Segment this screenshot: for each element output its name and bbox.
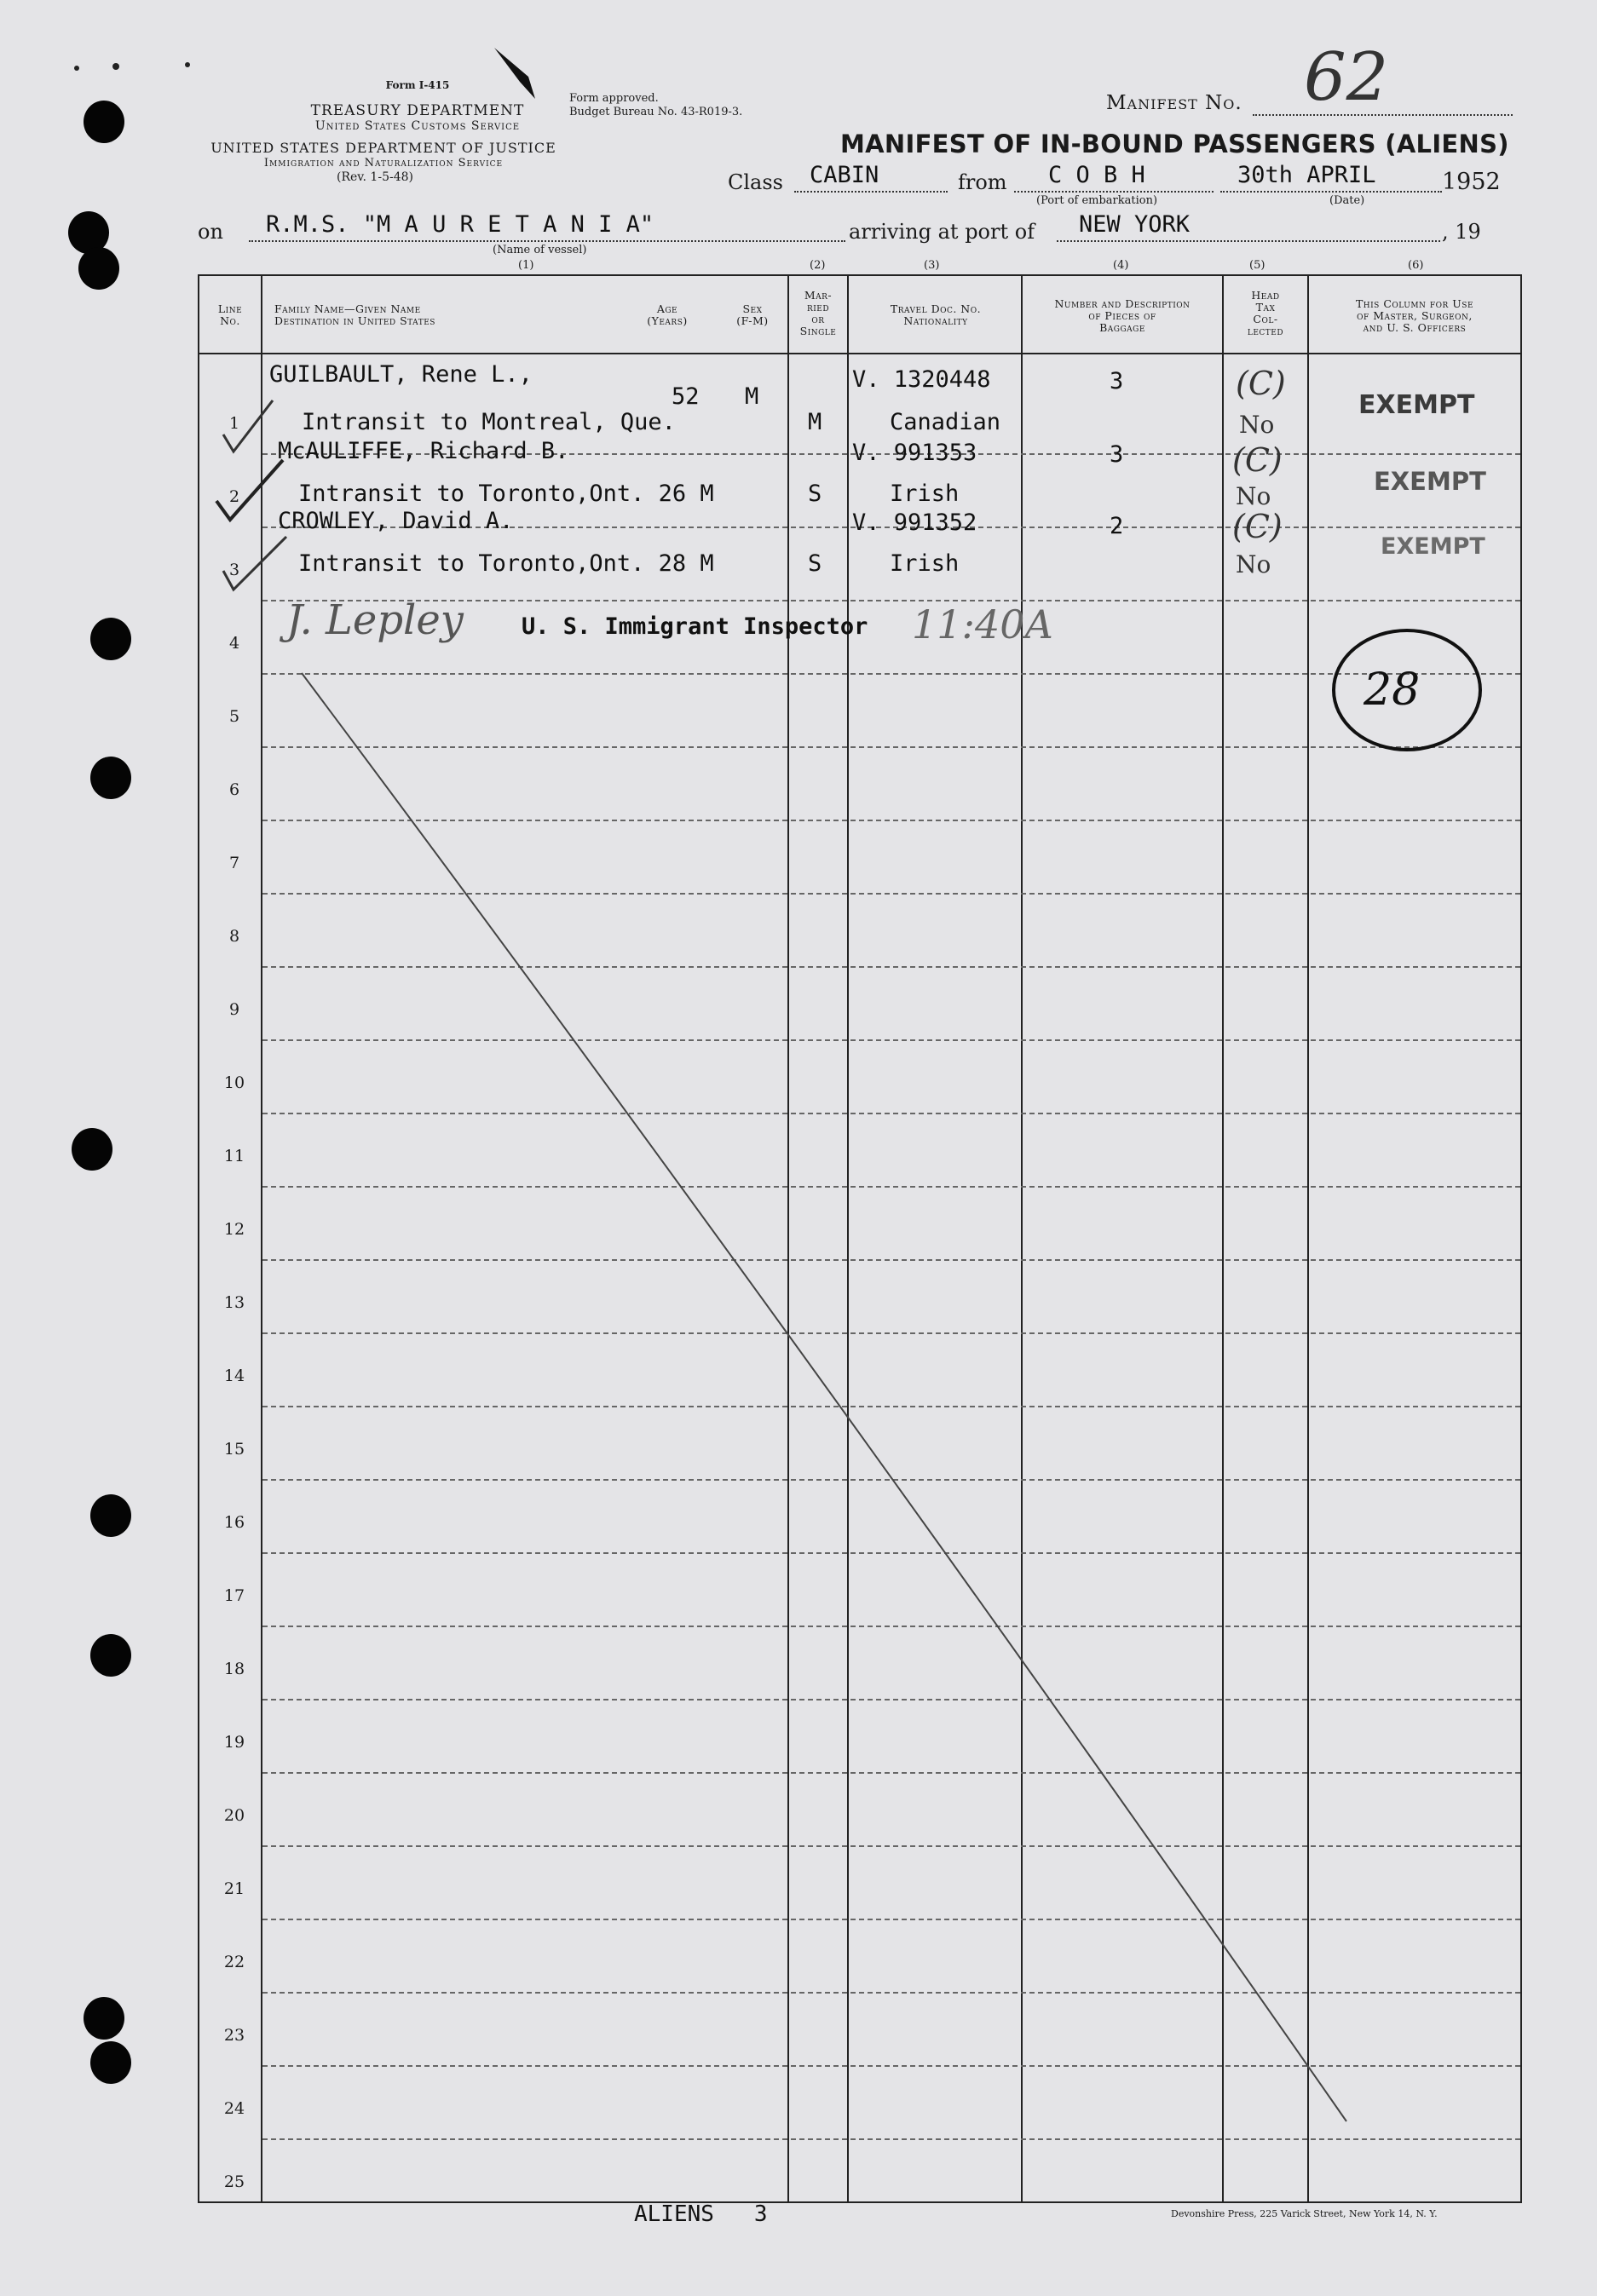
arriving-label: arriving at port of (849, 220, 1035, 244)
class-value: CABIN (810, 162, 879, 188)
binder-hole (78, 247, 119, 290)
entry-2-married: S (808, 480, 822, 507)
scan-marks (68, 48, 545, 116)
entry-2-headtax: No (1236, 482, 1271, 510)
binder-hole (90, 1494, 131, 1537)
entry-2-nationality: Irish (890, 480, 960, 507)
inspector-time: 11:40A (912, 601, 1053, 647)
entry-1-doc: V. 1320448 (852, 366, 991, 393)
date-underline (1220, 191, 1442, 193)
line-number: 5 (228, 707, 240, 726)
colnum-4: (4) (1113, 259, 1129, 272)
entry-2-headtax-mark: (C) (1232, 441, 1283, 479)
year-suffix: , 19 (1442, 220, 1481, 244)
header-age: Age (Years) (647, 302, 688, 327)
table-left-border (198, 274, 199, 2201)
line-number: 4 (228, 634, 240, 653)
table-header-rule (198, 353, 1522, 354)
entry-3-officer-stamp: EXEMPT (1381, 533, 1485, 560)
class-underline (794, 191, 948, 193)
line-number: 7 (228, 854, 240, 872)
line-number: 16 (223, 1513, 245, 1532)
entry-3-headtax: No (1236, 550, 1271, 578)
entry-2-baggage: 3 (1110, 441, 1124, 468)
entry-1-destination: Intransit to Montreal, Que. (302, 409, 676, 435)
line-number: 20 (223, 1806, 245, 1825)
binder-hole (90, 618, 131, 660)
line-number: 2 (228, 487, 240, 506)
footer-printer: Devonshire Press, 225 Varick Street, New York 14, N. Y. (1171, 2208, 1438, 2219)
binder-hole (90, 757, 131, 799)
form-approved: Form approved. (569, 92, 659, 105)
ins-service: Immigration and Naturalization Service (263, 157, 504, 170)
line-number: 6 (228, 780, 240, 799)
vessel-underline (249, 240, 845, 242)
arriving-underline (1057, 240, 1440, 242)
entry-2-destination: Intransit to Toronto,Ont. 26 M (298, 480, 714, 507)
header-sex: Sex (F-M) (736, 302, 769, 327)
entry-1-headtax: No (1239, 411, 1275, 439)
revision: (Rev. 1-5-48) (337, 170, 413, 184)
from-value: C O B H (1048, 162, 1145, 188)
line-number: 23 (223, 2026, 245, 2045)
entry-3-nationality: Irish (890, 550, 960, 577)
line-number: 1 (228, 414, 240, 433)
header-doc: Travel Doc. No. Nationality (890, 302, 982, 327)
line-number: 25 (223, 2172, 245, 2191)
entry-1-baggage: 3 (1110, 368, 1124, 394)
arriving-value: NEW YORK (1079, 211, 1191, 238)
line-number: 13 (223, 1293, 245, 1312)
entry-1-age: 52 (672, 383, 700, 410)
justice-dept: UNITED STATES DEPARTMENT OF JUSTICE (210, 140, 556, 156)
colnum-5: (5) (1249, 259, 1265, 272)
binder-hole (90, 1634, 131, 1677)
line-number: 9 (228, 1000, 240, 1019)
line-number: 24 (223, 2099, 245, 2118)
vessel-value: R.M.S. "M A U R E T A N I A" (266, 211, 654, 238)
entry-2-officer-stamp: EXEMPT (1374, 467, 1486, 496)
line-number: 10 (223, 1073, 245, 1092)
date-caption: (Date) (1329, 194, 1365, 207)
entry-3-baggage: 2 (1110, 513, 1124, 539)
cancellation-line (290, 656, 1381, 2155)
entry-3-headtax-mark: (C) (1232, 508, 1283, 545)
entry-1-officer-stamp: EXEMPT (1358, 390, 1475, 420)
colnum-6: (6) (1408, 259, 1424, 272)
entry-3-destination: Intransit to Toronto,Ont. 28 M (298, 550, 714, 577)
binder-hole (72, 1128, 112, 1171)
line-number: 3 (228, 561, 240, 579)
manifest-no-label: Manifest No. (1106, 92, 1242, 114)
date-value: 30th APRIL (1237, 162, 1376, 188)
line-number: 19 (223, 1733, 245, 1752)
line-number: 15 (223, 1440, 245, 1459)
manifest-no-value: 62 (1304, 39, 1389, 116)
line-number: 22 (223, 1953, 245, 1971)
binder-hole (90, 2041, 131, 2084)
vessel-caption: (Name of vessel) (493, 244, 587, 256)
from-label: from (958, 170, 1007, 194)
customs-service: United States Customs Service (314, 119, 521, 133)
on-label: on (198, 220, 223, 244)
check-marks (205, 392, 307, 613)
line-number: 12 (223, 1220, 245, 1239)
entry-1-married: M (808, 409, 822, 435)
line-number: 8 (228, 927, 240, 946)
header-name: Family Name—Given Name Destination in United States (274, 302, 435, 327)
inspector-title: U. S. Immigrant Inspector (522, 613, 868, 640)
line-number: 18 (223, 1660, 245, 1678)
header-line-no: Line No. (217, 302, 243, 327)
entry-2-doc: V. 991353 (852, 440, 977, 466)
entry-1-sex: M (745, 383, 759, 410)
table-right-border (1520, 274, 1522, 2201)
entry-2-name: McAULIFFE, Richard B. (278, 438, 569, 464)
header-headtax: Head Tax Col- lected (1247, 289, 1284, 337)
colnum-1: (1) (518, 259, 534, 272)
colnum-2: (2) (810, 259, 826, 272)
line-number: 21 (223, 1879, 245, 1898)
entry-3-married: S (808, 550, 822, 577)
line-number: 11 (223, 1147, 245, 1165)
entry-3-doc: V. 991352 (852, 509, 977, 536)
inspector-signature: J. Lepley (286, 596, 464, 644)
line-number: 17 (223, 1586, 245, 1605)
entry-1-nationality: Canadian (890, 409, 1001, 435)
entry-1-name: GUILBAULT, Rene L., (269, 361, 533, 388)
budget-bureau: Budget Bureau No. 43-R019-3. (569, 106, 743, 118)
port-caption: (Port of embarkation) (1036, 194, 1158, 207)
line-number: 14 (223, 1367, 245, 1385)
footer-aliens: ALIENS 3 (634, 2201, 768, 2227)
table-top-rule (198, 274, 1522, 276)
table-bottom-rule (198, 2201, 1522, 2203)
class-label: Class (728, 170, 783, 194)
binder-hole (84, 1997, 124, 2040)
entry-3-name: CROWLEY, David A. (278, 508, 514, 534)
header-officers: This Column for Use of Master, Surgeon, and U. S. Officers (1355, 297, 1474, 334)
year-value: 1952 (1442, 169, 1501, 195)
manifest-title: MANIFEST OF IN-BOUND PASSENGERS (ALIENS) (840, 129, 1509, 158)
form-number: Form I-415 (385, 79, 450, 91)
colnum-3: (3) (924, 259, 940, 272)
treasury-dept: TREASURY DEPARTMENT (310, 102, 525, 119)
entry-1-headtax-mark: (C) (1236, 365, 1286, 402)
circled-count: 28 (1364, 665, 1421, 716)
from-underline (1014, 191, 1214, 193)
header-baggage: Number and Description of Pieces of Baggage (1054, 297, 1191, 334)
header-married: Mar- ried or Single (799, 289, 837, 337)
